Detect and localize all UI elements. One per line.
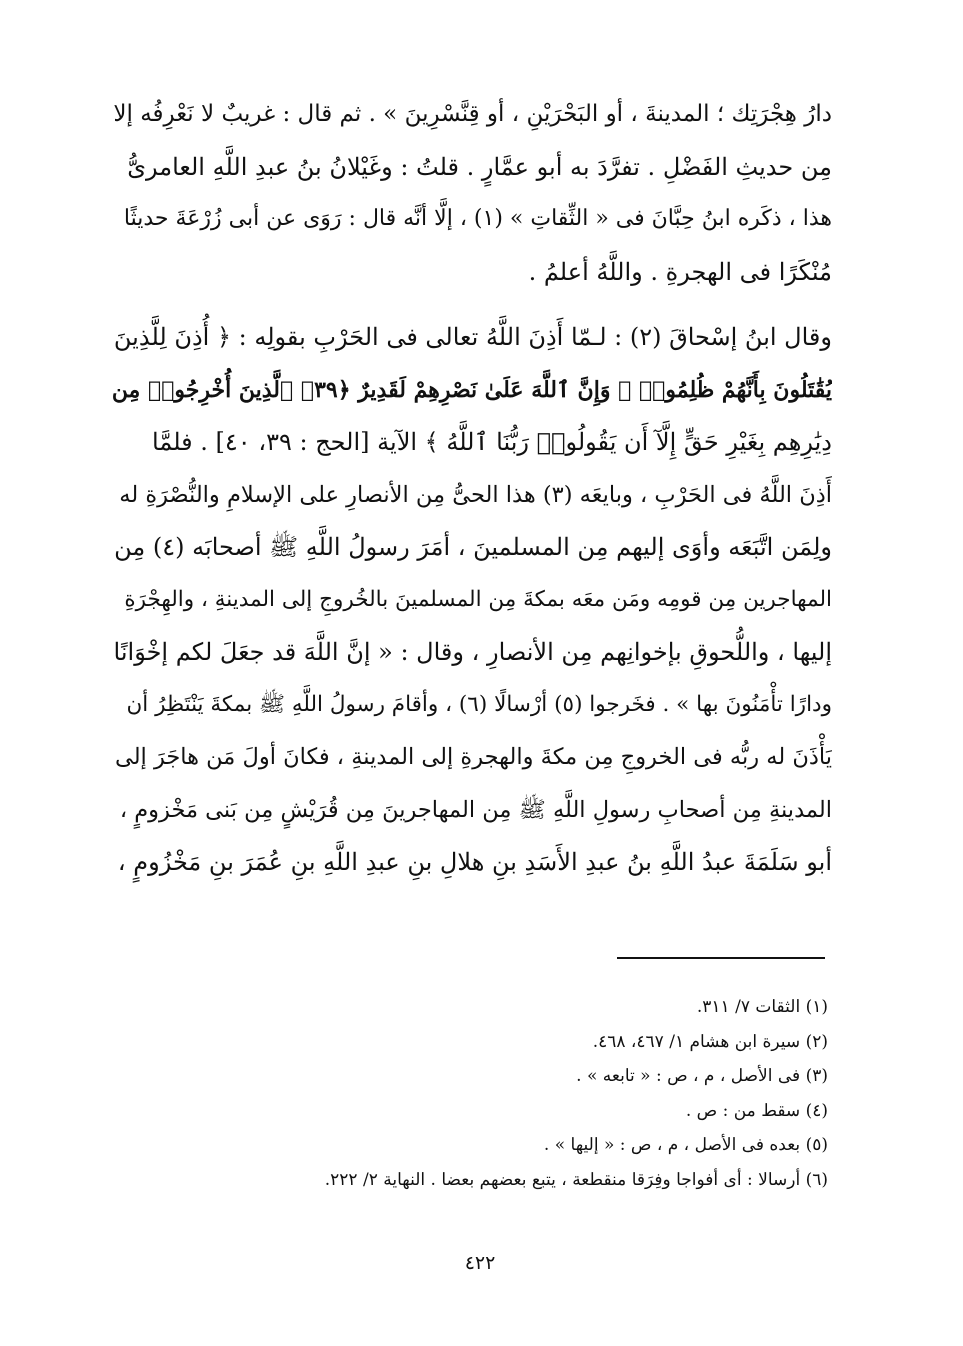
text-line: مُنْكَرًا فى الهجرةِ . واللَّهُ أعلمُ . [528, 257, 832, 286]
text-line: دارُ هِجْرَتِك ؛ المدينةَ ، أو البَحْرَيْنِ ، أو قِنَّسْرِينَ » . ثم قال : غريبٌ لا نَعْرِفُه إلا [113, 101, 832, 127]
paragraph-gap [112, 298, 832, 311]
footnote: (٦) أرسالا : أى أفواجا وفِرَقا منقطعة ، يتبع بعضهم بعضا . النهاية ٢/ ٢٢٢. [324, 1169, 828, 1190]
text-line: إليها ، واللُّحوقِ بإخوانِهم مِن الأنصارِ ، وقال : « إنَّ اللَّهَ قد جعَلَ لكم إخْوَانًا [113, 638, 832, 666]
main-text [112, 88, 832, 889]
text-line: وقال ابنُ إسْحاقَ (٢) : لـمّا أَذِنَ اللَّهُ تعالى فى الحَرْبِ بقولِه : ﴿ أُذِنَ لِلَّذِينَ [113, 323, 832, 351]
text-line: المدينةِ مِن أصحابِ رسولِ اللَّهِ ﷺ مِن المهاجرينَ مِن قُرَيْشٍ مِن بَنى مَخْزومٍ ، [119, 796, 832, 823]
text-line: يَأْذَنَ له ربُّه فى الخروجِ مِن مكةَ والهجرةِ إلى المدينةِ ، فكانَ أولَ مَن هاجَرَ إلى [114, 744, 832, 770]
footnote: (٤) سقط من : ص . [685, 1100, 828, 1121]
text-line: ودارًا تأْمَنُونَ بها » . فخَرجوا (٥) أرْسالًا (٦) ، وأقامَ رسولُ اللَّهِ ﷺ بمكةَ يَنْتَظِرُ أن [126, 691, 832, 717]
text-line: مِن حديثِ الفَضْلِ . تفرَّدَ به أبو عمَّارٍ . قلتُ : وغَيْلانُ بنُ عبدِ اللَّهِ العامرىُّ [127, 152, 832, 181]
footnote: (١) الثقات ٧/ ٣١١. [696, 997, 828, 1017]
text-line: ولِمَن اتَّبَعَه وأوَى إليهم مِن المسلمينَ ، أمَرَ رسولُ اللَّهِ ﷺ أصحابَه (٤) مِن [114, 533, 832, 561]
text-line: دِيَٰرِهِم بِغَيْرِ حَقٍّ إِلَّآ أَن يَقُولُوا۟ رَبُّنَا ٱللَّهُ ﴾ الآية [الحج : ٣٩، ٤٠] . فلمَّا [152, 428, 832, 456]
footnote: (٣) فى الأصل ، م ، ص : « تابعه » . [576, 1066, 828, 1087]
quran-verse-line: يُقَٰتَلُونَ بِأَنَّهُمْ ظُلِمُوا۟ ۚ وَإِنَّ ٱللَّهَ عَلَىٰ نَصْرِهِمْ لَقَدِيرٌ ﴿٣٩﴾ ٱلَّذِينَ أُخْرِجُوا۟ مِن [112, 376, 832, 403]
text-line: المهاجرين مِن قومِه ومَن معَه بمكةَ مِن المسلمينَ بالخُروجِ إلى المدينةِ ، والهِجْرَةِ [124, 586, 832, 612]
page-number: ٤٢٢ [464, 1252, 496, 1274]
footnote: (٢) سيرة ابن هشام ١/ ٤٦٧، ٤٦٨. [592, 1031, 828, 1052]
footnote: (٥) بعده فى الأصل ، م ، ص : « إليها » . [543, 1135, 828, 1156]
text-line: أَذِنَ اللَّهُ فى الحَرْبِ ، وبايعَه (٣) هذا الحىُّ مِن الأنصارِ على الإسلامِ والنُّصْرَةِ له [119, 481, 832, 508]
footnote-divider [617, 957, 825, 959]
text-line: هذا ، ذكَره ابنُ حِبَّانَ فى « الثِّقاتِ » (١) ، إلَّا أنَّه قال : رَوَى عن أبى زُرْعَةَ حديثًا [123, 206, 832, 231]
footnotes [200, 990, 828, 1198]
text-line: أبو سَلَمَةَ عبدُ اللَّهِ بنُ عبدِ الأَسَدِ بنِ هلالِ بنِ عبدِ اللَّهِ بنِ عُمَرَ بنِ مَخْزُومٍ ، [117, 848, 832, 876]
